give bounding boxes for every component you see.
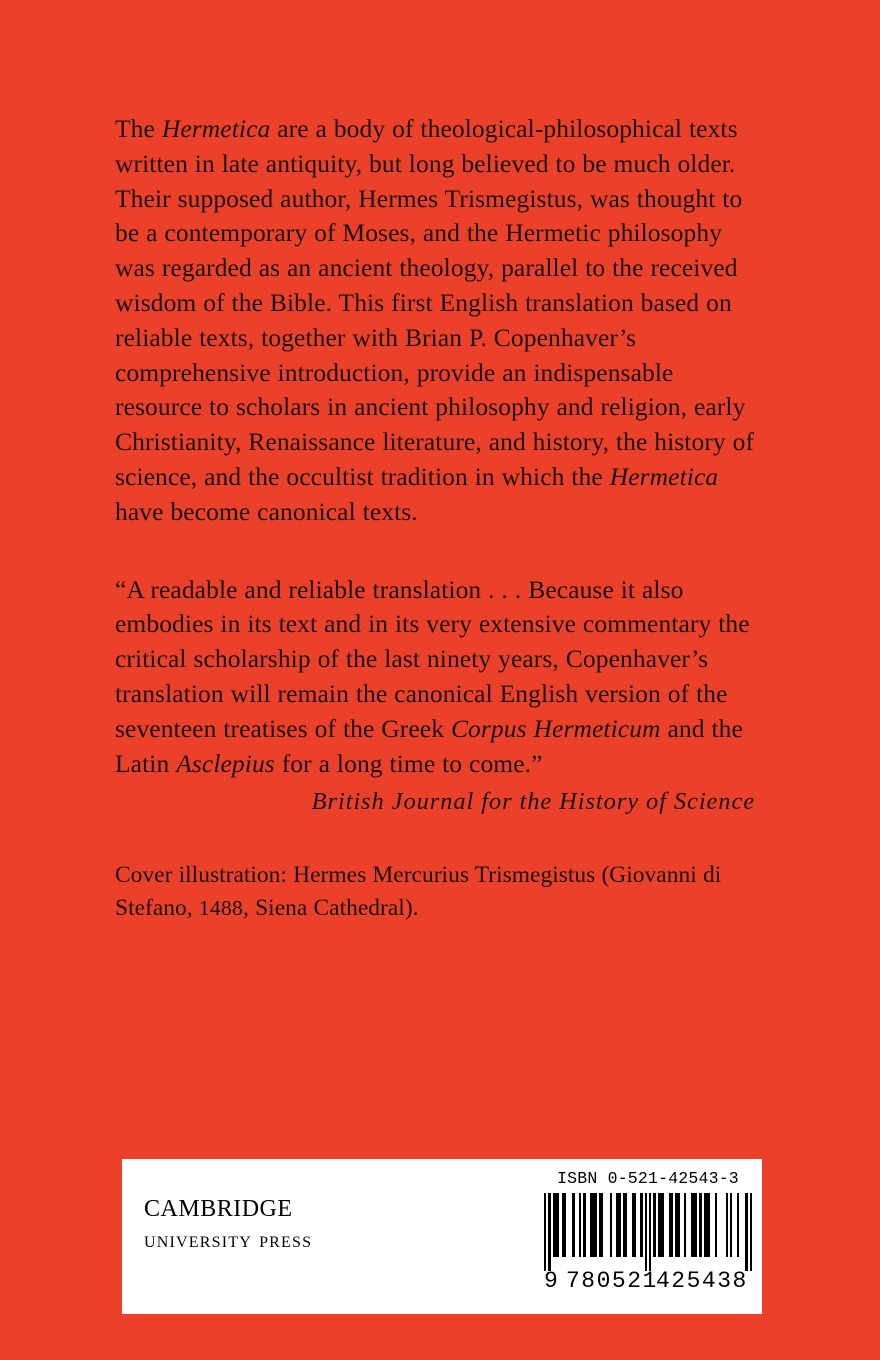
review-attribution: British Journal for the History of Science	[311, 788, 755, 816]
isbn-barcode-block	[542, 1169, 754, 1295]
book-title-hermetica-1: Hermetica	[161, 114, 271, 143]
cover-illustration-credit	[115, 819, 763, 925]
review-text-3: for a long time to come.”	[274, 748, 543, 778]
publisher-name-line-1: cambridge	[144, 1187, 293, 1224]
barcode-digits-mid: 780521	[566, 1268, 658, 1294]
review-quote	[115, 530, 763, 782]
cover-text-block	[115, 112, 763, 925]
book-title-hermetica-2: Hermetica	[609, 461, 719, 491]
book-description	[115, 112, 763, 530]
review-text-2: and the Latin	[115, 713, 743, 778]
barcode-digits	[544, 1268, 752, 1295]
cambridge-university-press-logo	[144, 1187, 312, 1254]
publisher-isbn-panel	[122, 1159, 762, 1314]
description-text-1: The	[115, 114, 162, 143]
credit-text-before: Cover illustration: Hermes Mercurius Trismegistus (Giovanni di Stefano,	[115, 862, 722, 922]
barcode-digits-right: 425438	[656, 1268, 748, 1294]
publisher-name-line-2: university press	[144, 1227, 313, 1253]
credit-text-after: , Siena Cathedral).	[243, 895, 419, 922]
work-title-corpus-hermeticum: Corpus Hermeticum	[450, 713, 661, 743]
work-title-asclepius: Asclepius	[176, 748, 275, 778]
ean13-barcode-icon	[544, 1193, 752, 1271]
barcode-digit-left: 9	[544, 1268, 558, 1294]
description-text-2: are a body of theological-philosophical texts written in late antiquity, but long believed to be much older. Their supposed author, Hermes Trismegistus, was thought to be a contemporary of Moses, and the Hermetic philosophy was regarded as an ancient theology, parallel to the received wisdom of the Bible. This first English translation based on reliable texts, together with Brian P. Copenhaver’s comprehensive introduction, provide an indispensable resource to scholars in ancient philosophy and religion, early Christianity, Renaissance literature, and history, the history of science, and the occultist tradition in which the	[115, 114, 755, 491]
credit-year: 1488	[198, 896, 244, 921]
review-text-1: “A readable and reliable translation . . . Because it also embodies in its text and in its very extensive commentary the critical scholarship of the last ninety years, Copenhaver’s translation will remain the canonical English version of the seventeen treatises of the Greek	[115, 574, 750, 743]
description-text-3: have become canonical texts.	[115, 496, 418, 526]
isbn-label: ISBN 0-521-42543-3	[557, 1169, 739, 1188]
